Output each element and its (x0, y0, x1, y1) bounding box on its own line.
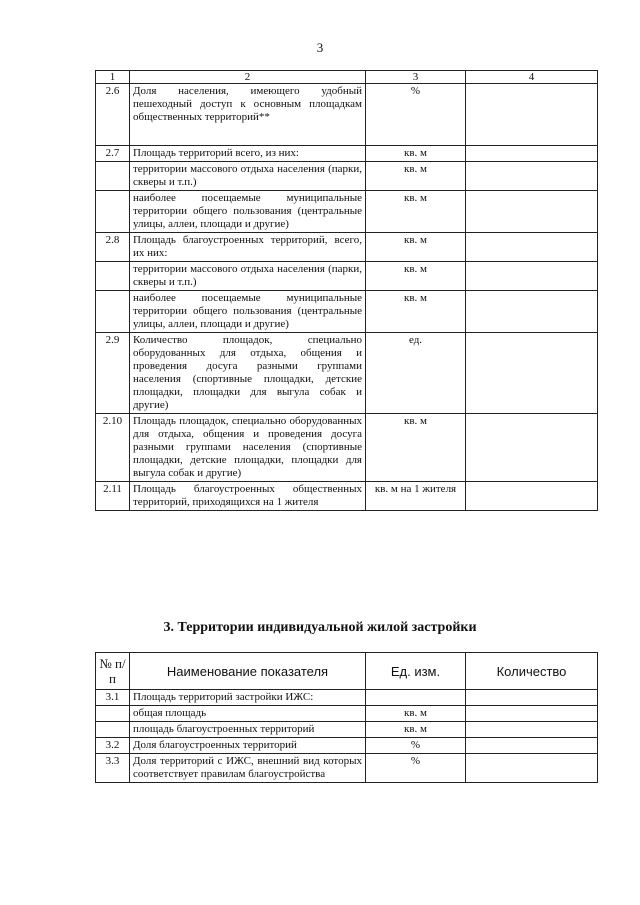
value-cell (466, 162, 598, 191)
value-cell (466, 146, 598, 162)
unit-cell: кв. м (366, 706, 466, 722)
row-number (96, 706, 130, 722)
row-number: 3.2 (96, 738, 130, 754)
table-row (96, 414, 598, 482)
indicator-name: площадь благоустроенных территорий (130, 722, 366, 738)
quantity-cell (466, 738, 598, 754)
unit-cell: % (366, 754, 466, 783)
unit-cell: % (366, 738, 466, 754)
indicator-name: общая площадь (130, 706, 366, 722)
quantity-cell (466, 706, 598, 722)
table-row (96, 84, 598, 146)
indicators-table-continued (95, 70, 598, 511)
table-header-row (96, 71, 598, 84)
indicator-name: территории массового отдыха населения (парки, скверы и т.п.) (130, 162, 366, 191)
column-number-3: 3 (366, 71, 466, 84)
row-number (96, 722, 130, 738)
indicator-name: Доля населения, имеющего удобный пешеходный доступ к основным площадкам общественных территорий** (130, 84, 366, 146)
table-row (96, 722, 598, 738)
indicator-name: наиболее посещаемые муниципальные территории общего пользования (центральные улицы, аллеи, площади и другие) (130, 291, 366, 333)
quantity-cell (466, 754, 598, 783)
row-number: 2.6 (96, 84, 130, 146)
table-row (96, 690, 598, 706)
table-row (96, 754, 598, 783)
header-number: № п/п (96, 653, 130, 690)
unit-cell: кв. м на 1 жителя (366, 482, 466, 511)
row-number (96, 291, 130, 333)
row-number: 2.7 (96, 146, 130, 162)
column-number-2: 2 (130, 71, 366, 84)
value-cell (466, 84, 598, 146)
indicator-name: Количество площадок, специально оборудованных для отдыха, общения и проведения досуга разными группами населения (спортивные площадки, детские площадки, площадки для выгула собак и другие) (130, 333, 366, 414)
table-row (96, 191, 598, 233)
quantity-cell (466, 690, 598, 706)
table-row (96, 162, 598, 191)
value-cell (466, 191, 598, 233)
unit-cell: кв. м (366, 191, 466, 233)
row-number: 2.8 (96, 233, 130, 262)
table-row (96, 262, 598, 291)
value-cell (466, 414, 598, 482)
column-number-4: 4 (466, 71, 598, 84)
unit-cell: ед. (366, 333, 466, 414)
table-row (96, 482, 598, 511)
ihs-indicators-table (95, 652, 598, 783)
value-cell (466, 262, 598, 291)
table-row (96, 738, 598, 754)
indicator-name: Площадь территорий всего, из них: (130, 146, 366, 162)
unit-cell: % (366, 84, 466, 146)
unit-cell: кв. м (366, 291, 466, 333)
table-row (96, 146, 598, 162)
value-cell (466, 482, 598, 511)
header-indicator-name: Наименование показателя (130, 653, 366, 690)
table-row (96, 233, 598, 262)
unit-cell: кв. м (366, 262, 466, 291)
indicator-name: Доля благоустроенных территорий (130, 738, 366, 754)
unit-cell: кв. м (366, 722, 466, 738)
table-header-row (96, 653, 598, 690)
quantity-cell (466, 722, 598, 738)
indicator-name: наиболее посещаемые муниципальные территории общего пользования (центральные улицы, аллеи, площади и другие) (130, 191, 366, 233)
value-cell (466, 233, 598, 262)
unit-cell: кв. м (366, 233, 466, 262)
section-title: 3. Территории индивидуальной жилой застройки (163, 620, 477, 635)
row-number (96, 262, 130, 291)
header-quantity: Количество (466, 653, 598, 690)
row-number (96, 162, 130, 191)
unit-cell: кв. м (366, 414, 466, 482)
row-number: 2.11 (96, 482, 130, 511)
unit-cell: кв. м (366, 162, 466, 191)
page-number: 3 (316, 40, 324, 55)
column-number-1: 1 (96, 71, 130, 84)
header-unit: Ед. изм. (366, 653, 466, 690)
indicator-name: территории массового отдыха населения (парки, скверы и т.п.) (130, 262, 366, 291)
value-cell (466, 333, 598, 414)
indicator-name: Площадь благоустроенных общественных территорий, приходящихся на 1 жителя (130, 482, 366, 511)
indicator-name: Площадь благоустроенных территорий, всего, их них: (130, 233, 366, 262)
table-row (96, 706, 598, 722)
row-number: 3.1 (96, 690, 130, 706)
row-number: 2.10 (96, 414, 130, 482)
indicator-name: Площадь территорий застройки ИЖС: (130, 690, 366, 706)
indicator-name: Площадь площадок, специально оборудованных для отдыха, общения и проведения досуга разными группами населения (спортивные площадки, детские площадки, площадки для выгула собак и другие) (130, 414, 366, 482)
unit-cell: кв. м (366, 146, 466, 162)
table-row (96, 291, 598, 333)
value-cell (466, 291, 598, 333)
row-number (96, 191, 130, 233)
unit-cell (366, 690, 466, 706)
indicator-name: Доля территорий с ИЖС, внешний вид которых соответствует правилам благоустройства (130, 754, 366, 783)
row-number: 2.9 (96, 333, 130, 414)
row-number: 3.3 (96, 754, 130, 783)
table-row (96, 333, 598, 414)
